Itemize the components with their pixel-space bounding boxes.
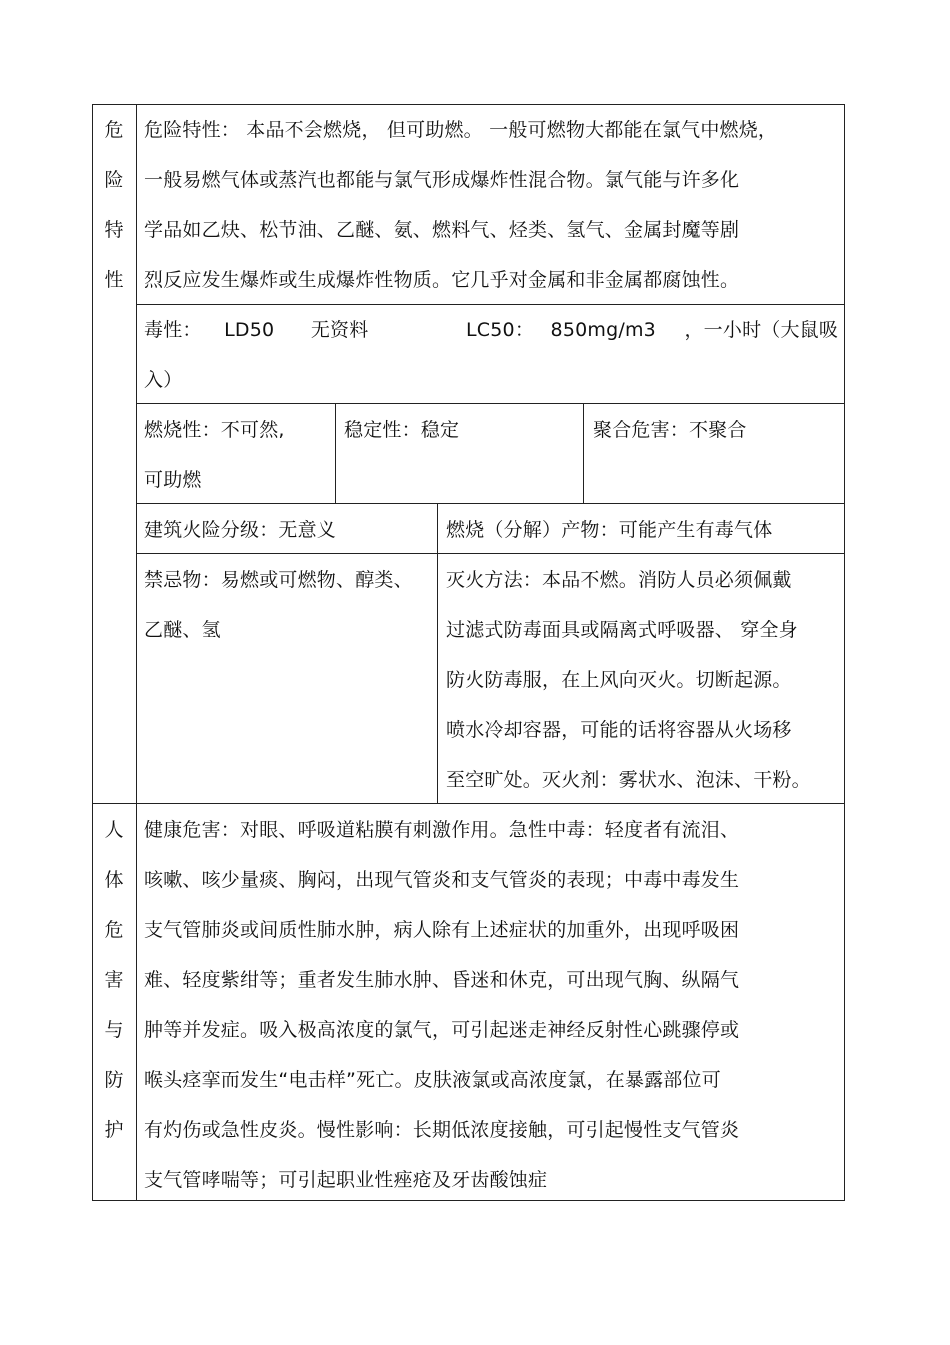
- hazard-label-char: 特: [104, 219, 124, 241]
- row-divider-2: [136, 403, 845, 404]
- row-divider-3: [136, 503, 845, 504]
- hazard-line: 学品如乙炔、松节油、乙醚、氨、燃料气、烃类、氢气、金属封魔等剧: [144, 219, 740, 241]
- toxicity-line: [144, 305, 368, 355]
- stability-cell: 稳定性：稳定: [344, 419, 460, 441]
- hazard-line: 一般易燃气体或蒸汽也都能与氯气形成爆炸性混合物。氯气能与许多化: [144, 169, 740, 191]
- health-label-char: 护: [104, 1119, 124, 1141]
- extinguishing-line: 灭火方法：本品不燃。消防人员必须佩戴: [446, 569, 792, 591]
- lc50-value: 850mg/m3: [550, 319, 656, 341]
- lc50-line: [466, 305, 838, 355]
- combustion-products: 燃烧（分解）产物：可能产生有毒气体: [446, 519, 773, 541]
- health-line: 喉头痉挛而发生“电击样”死亡。皮肤液氯或高浓度氯，在暴露部位可: [144, 1069, 721, 1091]
- combustibility-text-cont: 可助燃: [144, 469, 202, 491]
- hazard-label-char: 险: [104, 169, 124, 191]
- hazard-line: 危险特性： 本品不会燃烧， 但可助燃。 一般可燃物大都能在氯气中燃烧，: [144, 119, 778, 141]
- border-right: [844, 104, 845, 1201]
- cell-divider-combust: [335, 403, 336, 504]
- ld50-key: LD50: [224, 319, 275, 341]
- health-line: 支气管肺炎或间质性肺水肿，病人除有上述症状的加重外，出现呼吸困: [144, 919, 740, 941]
- incompatibles-line: 乙醚、氢: [144, 619, 221, 641]
- hazard-line: 烈反应发生爆炸或生成爆炸性物质。它几乎对金属和非金属都腐蚀性。: [144, 269, 740, 291]
- health-label-char: 人: [104, 819, 124, 841]
- cell-divider-fire: [437, 503, 438, 804]
- health-line: 难、轻度紫绀等；重者发生肺水肿、昏迷和休克，可出现气胸、纵隔气: [144, 969, 740, 991]
- extinguishing-line: 防火防毒服，在上风向灭火。切断起源。: [446, 669, 792, 691]
- extinguishing-line: 喷水冷却容器，可能的话将容器从火场移: [446, 719, 792, 741]
- toxicity-label: 毒性：: [144, 319, 202, 341]
- health-line: 咳嗽、咳少量痰、胸闷，出现气管炎和支气管炎的表现；中毒中毒发生: [144, 869, 740, 891]
- polymerization-cell: 聚合危害：不聚合: [593, 419, 747, 441]
- health-label-char: 防: [104, 1069, 124, 1091]
- health-line: 肿等并发症。吸入极高浓度的氯气，可引起迷走神经反射性心跳骤停或: [144, 1019, 740, 1041]
- extinguishing-line: 至空旷处。灭火剂：雾状水、泡沫、干粉。: [446, 769, 811, 791]
- health-label-char: 害: [104, 969, 124, 991]
- toxicity-continuation: 入）: [144, 369, 183, 391]
- incompatibles-line: 禁忌物：易燃或可燃物、醇类、: [144, 569, 413, 591]
- label-column-divider: [136, 104, 137, 1201]
- health-line: 支气管哮喘等；可引起职业性痤疮及牙齿酸蚀症: [144, 1169, 548, 1191]
- lc50-note: ，一小时（大鼠吸: [684, 319, 839, 341]
- health-label-char: 体: [104, 869, 124, 891]
- health-label-char: 与: [104, 1019, 124, 1041]
- health-label-char: 危: [104, 919, 124, 941]
- hazard-label-char: 性: [104, 269, 124, 291]
- health-line: 有灼伤或急性皮炎。慢性影响：长期低浓度接触，可引起慢性支气管炎: [144, 1119, 740, 1141]
- building-fire-class: 建筑火险分级：无意义: [144, 519, 337, 541]
- ld50-value: 无资料: [310, 319, 369, 341]
- hazard-label-char: 危: [104, 119, 124, 141]
- lc50-key: LC50：: [466, 319, 535, 341]
- extinguishing-line: 过滤式防毒面具或隔离式呼吸器、 穿全身: [446, 619, 798, 641]
- cell-divider-stability: [583, 403, 584, 504]
- health-line: 健康危害：对眼、呼吸道粘膜有刺激作用。急性中毒：轻度者有流泪、: [144, 819, 740, 841]
- combustibility-text: 燃烧性：不可然,: [144, 419, 285, 441]
